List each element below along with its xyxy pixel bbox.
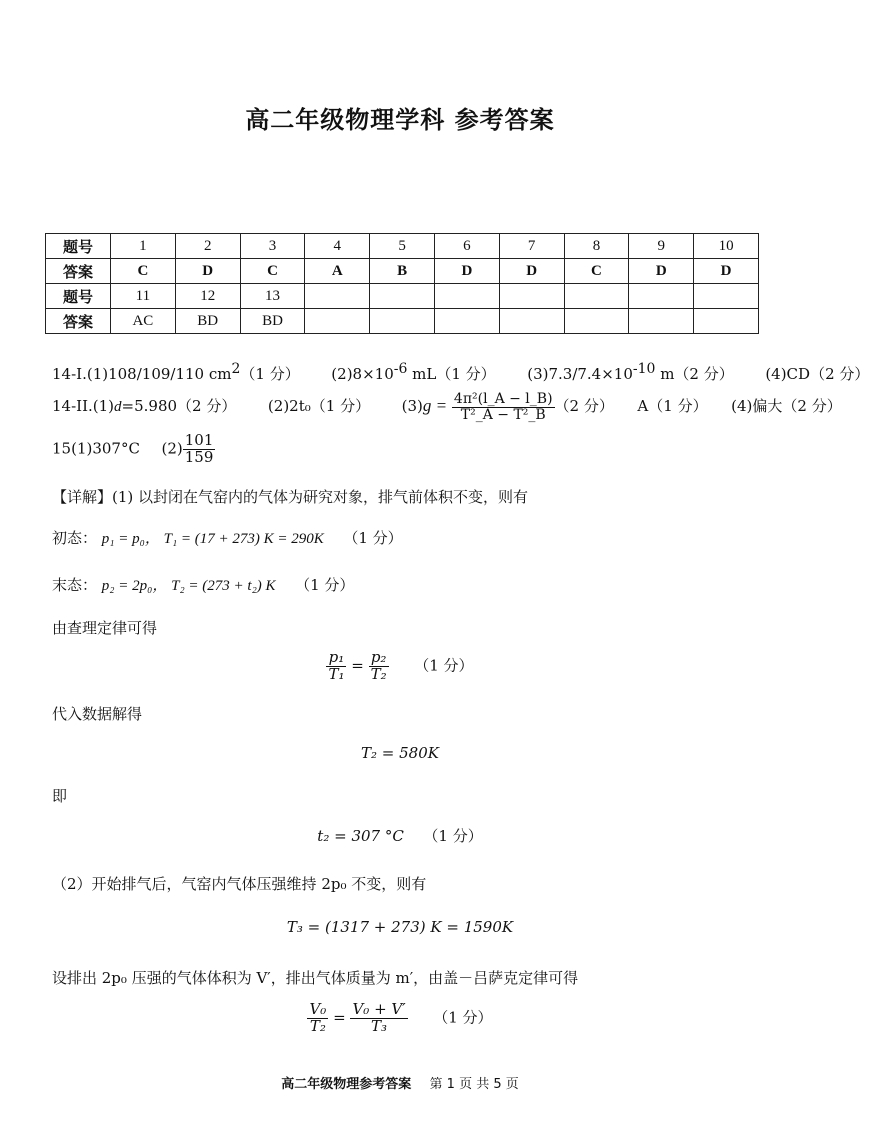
eq1-den-left: T₁ bbox=[328, 664, 345, 683]
eq1-frac-right bbox=[369, 650, 389, 683]
table-cell: 13 bbox=[240, 284, 305, 309]
eq2-den-left: T₂ bbox=[309, 1016, 326, 1035]
q14-2-item1-prefix: 14-II.(1) bbox=[52, 397, 115, 416]
initial-state-label: 初态： bbox=[52, 529, 98, 547]
table-cell bbox=[629, 309, 694, 334]
substitute-text: 代入数据解得 bbox=[52, 705, 143, 723]
page-title: 高二年级物理学科 参考答案 bbox=[245, 106, 555, 134]
q14-1-item2-sup: -6 bbox=[393, 361, 408, 377]
eq1-num-left: p₁ bbox=[326, 650, 346, 667]
table-cell: 2 bbox=[175, 234, 240, 259]
eq2-den-right: T₃ bbox=[371, 1016, 388, 1035]
q15-answer2-prefix: (2) bbox=[161, 439, 183, 458]
assume-text: 设排出 2p₀ 压强的气体体积为 V′，排出气体质量为 m′，由盖－吕萨克定律可得 bbox=[52, 969, 579, 987]
table-cell bbox=[434, 309, 499, 334]
table-cell: B bbox=[370, 259, 435, 284]
q14-2-item3-var: g = bbox=[422, 396, 448, 416]
q15-answer1: 15(1)307°C bbox=[52, 439, 140, 458]
table-cell: BD bbox=[240, 309, 305, 334]
q14-part2-line bbox=[52, 392, 842, 422]
fraction-denominator: 159 bbox=[184, 447, 214, 466]
part2-text: （2）开始排气后，气窑内气体压强维持 2p₀ 不变，则有 bbox=[52, 875, 427, 893]
table-cell: 5 bbox=[370, 234, 435, 259]
table-cell: 10 bbox=[694, 234, 759, 259]
t2c-score: （1 分） bbox=[423, 827, 483, 845]
table-cell bbox=[434, 284, 499, 309]
table-cell bbox=[564, 284, 629, 309]
initial-state-equation: p₁ = p₀， T₁ = (17 + 273) K = 290K bbox=[101, 531, 324, 547]
initial-state-line bbox=[52, 527, 403, 548]
q14-2-item3b: A（1 分） bbox=[637, 397, 708, 416]
table-cell: 4 bbox=[305, 234, 370, 259]
initial-state-score: （1 分） bbox=[343, 529, 403, 547]
charles-law-text: 由查理定律可得 bbox=[52, 619, 158, 637]
q14-1-item2-unit: mL（1 分） bbox=[407, 365, 496, 383]
eq2-frac-right bbox=[350, 1002, 407, 1035]
table-cell: 3 bbox=[240, 234, 305, 259]
fraction-numerator: 101 bbox=[184, 431, 214, 449]
q14-2-item3-score: （2 分） bbox=[554, 397, 614, 416]
table-row-header: 答案 bbox=[46, 259, 111, 284]
t2c-line bbox=[0, 825, 800, 846]
table-cell: 12 bbox=[175, 284, 240, 309]
footer-page-number: 第 1 页 共 5 页 bbox=[429, 1077, 519, 1092]
table-cell: 8 bbox=[564, 234, 629, 259]
table-cell bbox=[370, 284, 435, 309]
table-row bbox=[46, 234, 759, 259]
final-state-label: 末态： bbox=[52, 576, 98, 594]
table-row-header: 题号 bbox=[46, 284, 111, 309]
eq2-equals: = bbox=[333, 1008, 346, 1027]
q14-1-item1-score: （1 分） bbox=[240, 365, 300, 383]
eq2-frac-left bbox=[307, 1002, 328, 1035]
table-cell: C bbox=[564, 259, 629, 284]
table-cell: 11 bbox=[111, 284, 176, 309]
q14-2-item1-value: =5.980（2 分） bbox=[121, 397, 237, 416]
table-row bbox=[46, 259, 759, 284]
table-cell: 7 bbox=[499, 234, 564, 259]
eq1-num-right: p₂ bbox=[369, 650, 389, 667]
q14-2-item3-prefix: (3) bbox=[401, 397, 423, 416]
table-cell: 6 bbox=[434, 234, 499, 259]
q14-2-formula bbox=[452, 392, 555, 422]
footer-title: 高二年级物理参考答案 bbox=[281, 1077, 412, 1092]
q14-2-item2: (2)2t₀（1 分） bbox=[267, 397, 371, 416]
table-row bbox=[46, 309, 759, 334]
table-cell: D bbox=[694, 259, 759, 284]
table-cell: D bbox=[629, 259, 694, 284]
page-footer bbox=[0, 1073, 800, 1092]
table-row-header: 题号 bbox=[46, 234, 111, 259]
formula-denominator: T²_A − T²_B bbox=[460, 406, 546, 423]
q14-1-item1-sup: 2 bbox=[231, 361, 241, 377]
table-cell: C bbox=[240, 259, 305, 284]
table-cell: D bbox=[499, 259, 564, 284]
table-cell: BD bbox=[175, 309, 240, 334]
q14-1-item3-unit: m（2 分） bbox=[655, 365, 734, 383]
answer-table bbox=[45, 233, 759, 334]
table-cell: D bbox=[434, 259, 499, 284]
table-cell bbox=[305, 284, 370, 309]
table-row bbox=[46, 284, 759, 309]
t3-result: T₃ = (1317 + 273) K = 1590K bbox=[286, 918, 514, 936]
formula-numerator: 4π²(l_A − l_B) bbox=[453, 391, 553, 407]
table-cell bbox=[564, 309, 629, 334]
table-cell bbox=[499, 284, 564, 309]
table-cell bbox=[305, 309, 370, 334]
final-state-score: （1 分） bbox=[295, 576, 355, 594]
q14-1-item3-sup: -10 bbox=[632, 361, 656, 377]
q14-1-item4: (4)CD（2 分） bbox=[765, 365, 869, 383]
eq2-num-right: V₀ + V′ bbox=[352, 1000, 406, 1018]
ji-text: 即 bbox=[52, 787, 68, 805]
table-row-header: 答案 bbox=[46, 309, 111, 334]
table-cell bbox=[629, 284, 694, 309]
table-cell bbox=[370, 309, 435, 334]
eq1-frac-left bbox=[326, 650, 346, 683]
table-cell: D bbox=[175, 259, 240, 284]
t2c-result: t₂ = 307 °C bbox=[317, 827, 404, 845]
detail-intro: 【详解】(1) 以封闭在气窑内的气体为研究对象，排气前体积不变，则有 bbox=[52, 488, 529, 506]
eq2-num-left: V₀ bbox=[309, 1000, 327, 1018]
table-cell: 1 bbox=[111, 234, 176, 259]
table-cell: AC bbox=[111, 309, 176, 334]
q14-2-item1-var: d bbox=[114, 399, 122, 416]
final-state-line bbox=[52, 574, 354, 595]
q15-answer-line bbox=[52, 433, 215, 466]
table-cell bbox=[694, 309, 759, 334]
table-cell bbox=[694, 284, 759, 309]
table-cell: C bbox=[111, 259, 176, 284]
table-cell bbox=[499, 309, 564, 334]
q14-1-item3: (3)7.3/7.4×10 bbox=[527, 365, 633, 383]
final-state-equation: p₂ = 2p₀， T₂ = (273 + t₂) K bbox=[101, 578, 276, 594]
q14-2-item4: (4)偏大（2 分） bbox=[731, 397, 842, 416]
eq1-score: （1 分） bbox=[414, 656, 474, 675]
table-cell: A bbox=[305, 259, 370, 284]
q15-answer2-fraction bbox=[183, 433, 216, 466]
eq2-score: （1 分） bbox=[433, 1008, 493, 1027]
eq1-equals: = bbox=[351, 656, 364, 675]
t2-result: T₂ = 580K bbox=[361, 744, 439, 762]
table-cell: 9 bbox=[629, 234, 694, 259]
equation-gay-lussac bbox=[0, 1002, 800, 1035]
q14-1-item2: (2)8×10 bbox=[331, 365, 394, 383]
q14-1-item1: 14-I.(1)108/109/110 cm bbox=[52, 365, 232, 383]
q14-part1-line bbox=[52, 361, 869, 384]
equation-charles bbox=[0, 650, 800, 683]
eq1-den-right: T₂ bbox=[370, 664, 387, 683]
